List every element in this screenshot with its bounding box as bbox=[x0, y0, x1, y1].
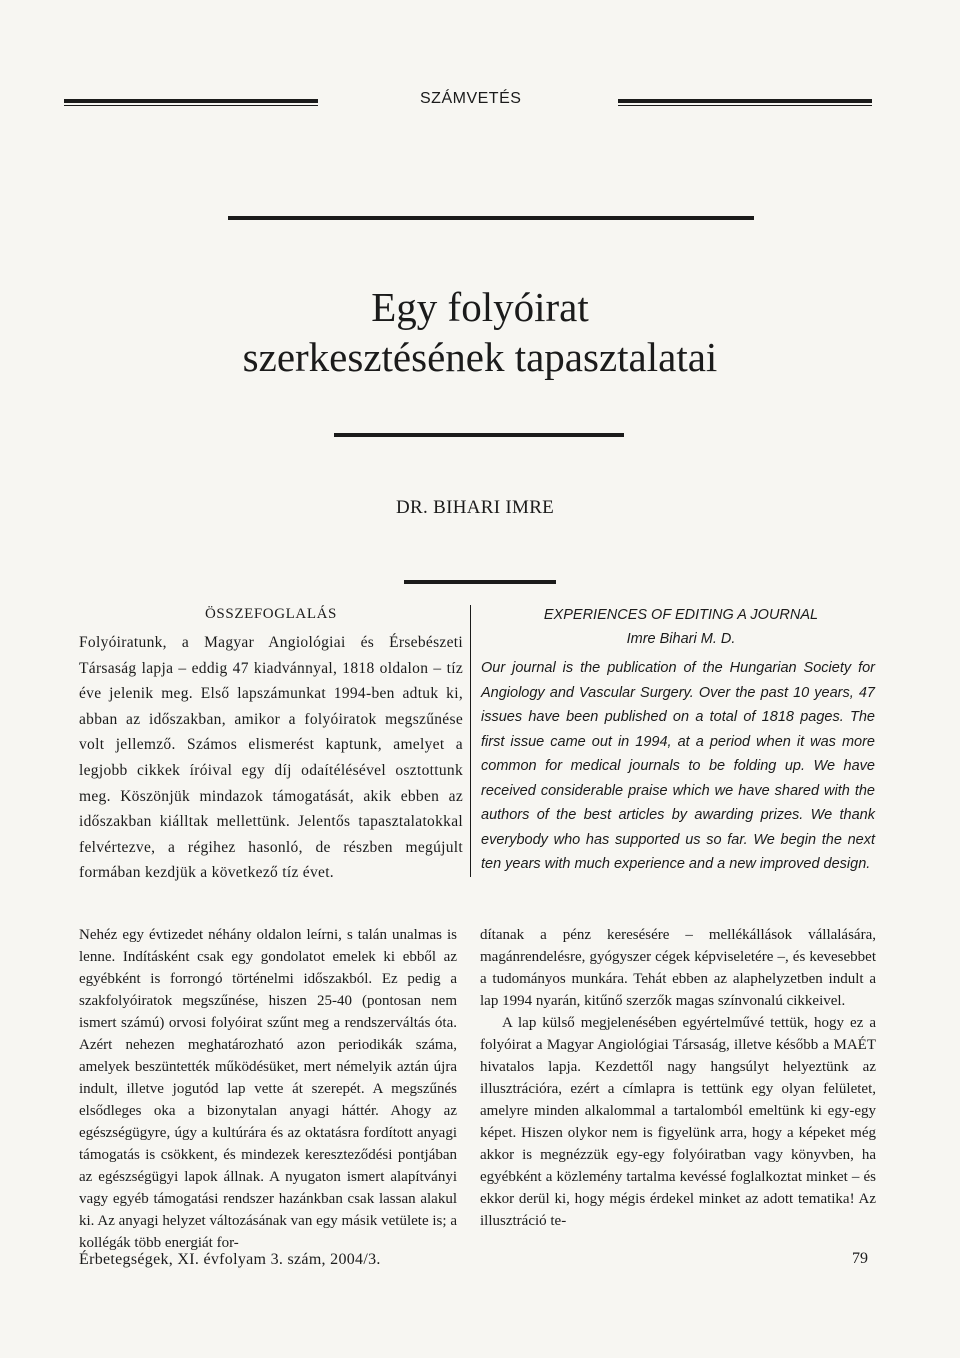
abstract-hu-text: Folyóiratunk, a Magyar Angiológiai és Érsebészeti Társaság lapja – eddig 47 kiadvánnyal, 1818 oldalon – tíz éve jelenik meg. Első lapszámunkat 1994-ben adtuk ki, abban az időszakban, amikor a folyóiratok megszűnése volt jellemző. Számos elismerést kaptunk, amelyet a legjobb cikkek íróival egy díj odaítélésével osztottunk meg. Köszönjük mindazok támogatását, akik ebben az időszakban kiálltak mellettünk. Jelentős tapasztalatokkal felvértezve, a régihez hasonló, de részben megújult formában kezdjük a következő tíz évet. bbox=[79, 634, 463, 882]
abstract-hu-heading: ÖSSZEFOGLALÁS bbox=[205, 606, 337, 622]
title-rule-top bbox=[228, 216, 754, 220]
header-rule-right-thin bbox=[618, 105, 872, 106]
body-paragraph: dítanak a pénz keresésére – mellékállások vállalására, magánrendelésre, gyógyszer cégek képviseletére –, és kevesebbet a tudományos munkára. Tehát ebben az alaphelyzetben indult a lap 1994 nyarán, kitűnő szerzők magas színvonalú cikkeivel. bbox=[480, 927, 876, 1009]
body-paragraph: A lap külső megjelenésében egyértelművé tettük, hogy ez a folyóirat a Magyar Angiológiai Társaság, illetve később a MAÉT hivatalos lapja. Kezdettől nagy hangsúlyt helyeztünk az illusztrációra, ezért a címlapra is tettünk egy olyan felületet, amelyre minden alkalommal a tartalomból emeltünk ki egy-egy képet. Hiszen olykor nem is figyelünk arra, hogy a képeket még akkor is megnézzük egy-egy folyóiratban vagy könyvben, ha egyébként a közlemény tartalma kevéssé foglalkoztat minket – és ekkor derül ki, hogy mégis érdekel minket az adott tematika! Az illusztráció te- bbox=[480, 1015, 876, 1229]
title-line-1: Egy folyóirat bbox=[371, 284, 589, 330]
page-number: 79 bbox=[852, 1250, 868, 1267]
abstract-en-author: Imre Bihari M. D. bbox=[626, 631, 736, 647]
header-rule-left-thin bbox=[64, 105, 318, 106]
title-rule-bottom bbox=[334, 433, 624, 437]
article-author: DR. BIHARI IMRE bbox=[396, 497, 555, 518]
abstract-en-text: Our journal is the publication of the Hungarian Society for Angiology and Vascular Surgery. Over the past 10 years, 47 issues have been published on a total of 1818 pages. The first issue came out in 1994, at a period when it was more common for medical journals to be folding up. We have received considerable praise which we have shared with the authors of the best articles by awarding prizes. We thank everybody who has supported us so far. We begin the next ten years with much experience and a new improved design. bbox=[481, 660, 875, 872]
body-column-left bbox=[79, 924, 457, 1254]
author-rule bbox=[404, 580, 556, 584]
header-rule-right bbox=[618, 99, 872, 103]
body-paragraph: Nehéz egy évtizedet néhány oldalon leírni, s talán unalmas is lenne. Indításként csak egy gondolatot emelek ki ebből az egyébként is forrongó történelmi időszakból. Ez pedig a szakfolyóiratok megszűnése, hiszen 25-40 (pontosan nem ismert számú) orvosi folyóirat szűnt meg a rendszerváltás óta. Azért nehezen meghatározható azon periodikák száma, amelyek beszüntették működésüket, mert némelyik aztán újra indult, illetve jogutód lap vette át szerepét. A megszűnés elsődleges oka a bizonytalan anyagi háttér. Ahogy az egészségügyre, úgy a kultúrára és az oktatásra fordított anyagi támogatás is csökkent, és mindezek kereszteződési pontjában az egészségügyi lapok állnak. A nyugaton ismert alapítványi vagy egyéb támogatási rendszer hazánkban csak lassan alakul ki. Az anyagi helyzet változásának van egy másik vetülete is; a kollégák több energiát for- bbox=[79, 927, 457, 1251]
abstract-en-heading: EXPERIENCES OF EDITING A JOURNAL bbox=[543, 607, 819, 623]
title-line-2: szerkesztésének tapasztalatai bbox=[242, 334, 718, 380]
header-rule-left bbox=[64, 99, 318, 103]
footer-journal: Érbetegségek, XI. évfolyam 3. szám, 2004/3. bbox=[79, 1251, 381, 1268]
section-label: SZÁMVETÉS bbox=[420, 90, 522, 107]
abstract-divider bbox=[470, 605, 471, 877]
body-column-right bbox=[480, 924, 876, 1232]
article-title bbox=[180, 282, 780, 382]
